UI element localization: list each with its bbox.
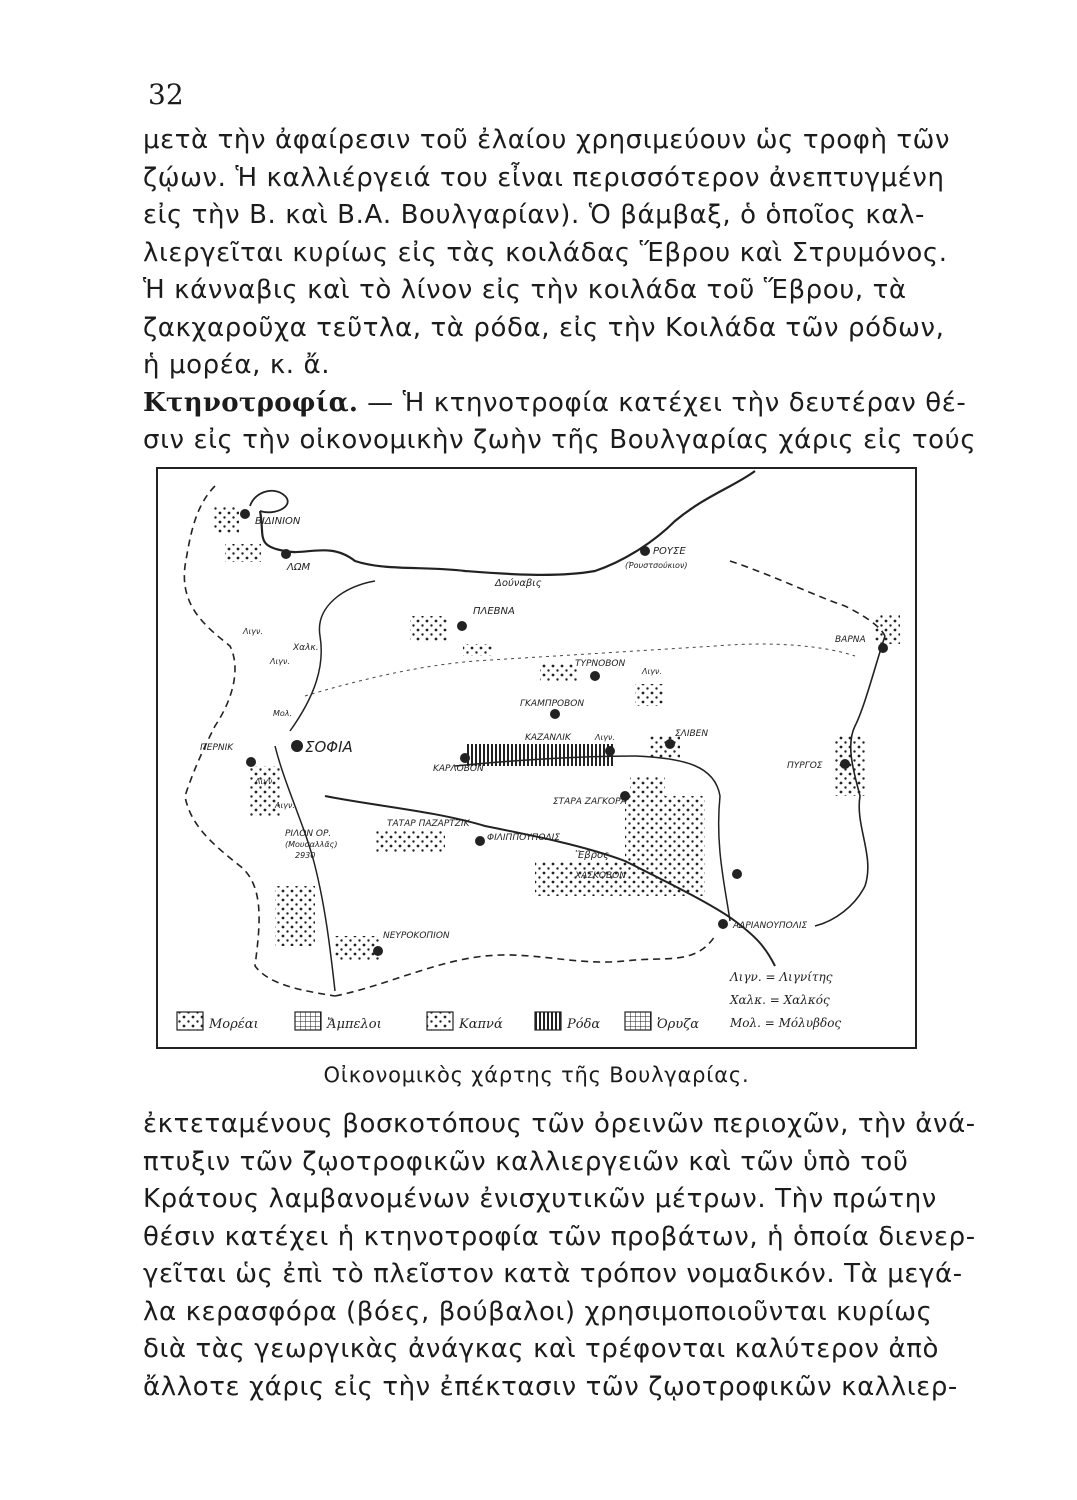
rose-valley xyxy=(465,744,615,766)
text-line: ἡ μορέα, κ. ἄ. xyxy=(143,350,331,380)
legend-vines: Ἄμπελοι xyxy=(327,1017,382,1032)
page-number: 32 xyxy=(148,78,184,111)
label-gavrovon: ΓΚΑΜΠΡΟΒΟΝ xyxy=(520,699,585,709)
label-plevna: ΠΛΕΒΝΑ xyxy=(473,606,515,617)
label-varna: ΒΑΡΝΑ xyxy=(835,635,866,645)
balkan-range xyxy=(305,644,855,696)
text-line: λιεργεῖται κυρίως εἰς τὰς κοιλάδας Ἕβρου καὶ Στρυμόνος. xyxy=(143,237,948,268)
abbr-key: Χαλκ. = Χαλκός xyxy=(730,993,830,1007)
crop-area xyxy=(635,684,663,706)
label-copper: Χαλκ. xyxy=(293,643,319,653)
crop-area xyxy=(225,544,261,562)
label-rila-height: 2930 xyxy=(295,851,316,860)
legend-roses: Ρόδα xyxy=(567,1017,601,1032)
paragraph-bottom xyxy=(143,1106,976,1406)
text-line: Κράτους λαμβανομένων ἐνισχυτικῶν μέτρων. Τὴν πρώτην xyxy=(143,1184,937,1214)
legend-swatch-rice xyxy=(625,1012,651,1030)
legend-swatch-roses xyxy=(535,1012,561,1030)
crop-area xyxy=(625,796,705,896)
crop-area xyxy=(213,506,239,534)
crop-area xyxy=(463,644,493,656)
label-tyrnovon: ΤΥΡΝΟΒΟΝ xyxy=(575,659,626,669)
label-tatar-pazartzik: ΤΑΤΑΡ ΠΑΖΑΡΤΖΙΚ xyxy=(387,819,470,829)
label-stara-zagora: ΣΤΑΡΑ ΖΑΓΚΟΡΑ xyxy=(553,797,627,807)
border-south xyxy=(335,936,715,996)
text-line: ζακχαροῦχα τεῦτλα, τὰ ρόδα, εἰς τὴν Κοιλάδα τῶν ρόδων, xyxy=(143,312,945,343)
label-adrianoupolis: ΑΔΡΙΑΝΟΥΠΟΛΙΣ xyxy=(733,921,808,931)
economic-map xyxy=(155,466,918,1051)
crop-area xyxy=(335,936,380,961)
label-lom: ΛΩΜ xyxy=(287,562,311,573)
text-line: εἰς τὴν Β. καὶ Β.Α. Βουλγαρίαν). Ὁ βάμβαξ, ὁ ὁποῖος καλ- xyxy=(143,200,925,230)
label-pyrgos: ΠΥΡΓΟΣ xyxy=(787,761,823,771)
label-rila-sub: (Μουσαλλᾶς) xyxy=(285,840,338,849)
river-north xyxy=(250,491,288,513)
section-line-text: — Ἡ κτηνοτροφία κατέχει τὴν δευτέραν θέ- xyxy=(367,387,967,418)
label-sofia: ΣΟΦΙΑ xyxy=(305,738,353,756)
label-lignite: Λιγν. xyxy=(270,657,290,666)
label-rouse: ΡΟΥΣΕ xyxy=(653,546,686,557)
label-lignite: Λιγν. xyxy=(642,667,662,676)
crop-area xyxy=(630,776,665,796)
legend-tobacco: Καπνά xyxy=(459,1017,503,1032)
legend-swatch-tobacco xyxy=(427,1012,453,1030)
paragraph-top xyxy=(143,122,977,460)
label-pernik: ΠΕΡΝΙΚ xyxy=(200,743,234,753)
text-line: πτυξιν τῶν ζῳοτροφικῶν καλλιεργειῶν καὶ τῶν ὑπὸ τοῦ xyxy=(143,1146,909,1177)
crop-area xyxy=(540,664,578,682)
text-line: σιν εἰς τὴν οἰκονομικὴν ζωὴν τῆς Βουλγαρίας χάρις εἰς τούς xyxy=(143,425,977,455)
abbr-key: Μολ. = Μόλυβδος xyxy=(730,1016,842,1030)
crop-area xyxy=(650,736,680,758)
river-iskur xyxy=(290,581,375,731)
section-heading: Κτηνοτροφία. xyxy=(143,387,359,418)
legend-mulberry: Μορέαι xyxy=(209,1017,259,1032)
text-line: λα κερασφόρα (βόες, βούβαλοι) χρησιμοποιοῦνται κυρίως xyxy=(143,1296,933,1327)
label-nevrokopion: ΝΕΥΡΟΚΟΠΙΟΝ xyxy=(383,931,450,941)
legend-swatch-mulberry xyxy=(177,1012,203,1030)
map-caption: Οἰκονομικὸς χάρτης τῆς Βουλγαρίας. xyxy=(323,1063,750,1087)
abbr-key: Λιγν. = Λιγνίτης xyxy=(730,970,833,984)
text-line: μετὰ τὴν ἀφαίρεσιν τοῦ ἐλαίου χρησιμεύουν ὡς τροφὴ τῶν xyxy=(143,125,951,155)
label-sliven: ΣΛΙΒΕΝ xyxy=(675,729,709,739)
label-lead: Μολ. xyxy=(273,709,293,718)
label-lignite: Λιγν. xyxy=(255,777,275,786)
danube-river xyxy=(260,471,755,575)
text-line: ἐκτεταμένους βοσκοτόπους τῶν ὀρεινῶν περιοχῶν, τὴν ἀνά- xyxy=(143,1109,976,1139)
label-lignite: Λιγν. xyxy=(595,733,615,742)
crop-area xyxy=(375,831,445,853)
text-line: ζῴων. Ἡ καλλιέργειά του εἶναι περισσότερον ἀνεπτυγμένη xyxy=(143,162,945,193)
legend-rice: Ὀρυζα xyxy=(657,1017,700,1032)
text-line: Ἡ κάνναβις καὶ τὸ λίνον εἰς τὴν κοιλάδα τοῦ Ἕβρου, τὰ xyxy=(143,275,907,305)
label-lignite: Λιγν. xyxy=(243,627,263,636)
text-line: θέσιν κατέχει ἡ κτηνοτροφία τῶν προβάτων, ἡ ὁποία διενερ- xyxy=(143,1221,976,1252)
legend-swatch-vines xyxy=(295,1012,321,1030)
crop-area xyxy=(875,614,900,644)
crop-area xyxy=(835,736,865,796)
text-line: διὰ τὰς γεωργικὰς ἀνάγκας καὶ τρέφονται καλύτερον ἀπὸ xyxy=(143,1334,939,1364)
label-rouse-note: (Ῥουστσούκιον) xyxy=(625,561,688,570)
label-kazanlik: ΚΑΖΑΝΛΙΚ xyxy=(525,733,571,743)
crop-area xyxy=(410,616,448,641)
label-rila: ΡΙΛΟΝ ΟΡ. xyxy=(285,829,332,839)
label-karlovon: ΚΑΡΛΟΒΟΝ xyxy=(433,764,484,774)
label-philippoupolis: ΦΙΛΙΠΠΟΥΠΟΛΙΣ xyxy=(487,833,561,843)
label-danube: Δούναβις xyxy=(495,578,542,589)
label-evros: Ἕβρος xyxy=(575,850,609,861)
label-lignite: Λιγν. xyxy=(275,801,295,810)
crop-area xyxy=(275,886,315,946)
text-line: ἄλλοτε χάρις εἰς τὴν ἐπέκτασιν τῶν ζῳοτροφικῶν καλλιερ- xyxy=(143,1371,958,1402)
label-vidinion: ΒΙΔΙΝΙΟΝ xyxy=(255,516,301,527)
text-line: γεῖται ὡς ἐπὶ τὸ πλεῖστον κατὰ τρόπον νομαδικόν. Τὰ μεγά- xyxy=(143,1259,963,1289)
river-struma xyxy=(275,746,338,991)
label-chaskovon: ΧΑΣΚΟΒΟΝ xyxy=(575,871,626,881)
section-line xyxy=(143,385,967,423)
border-northeast xyxy=(730,561,885,636)
